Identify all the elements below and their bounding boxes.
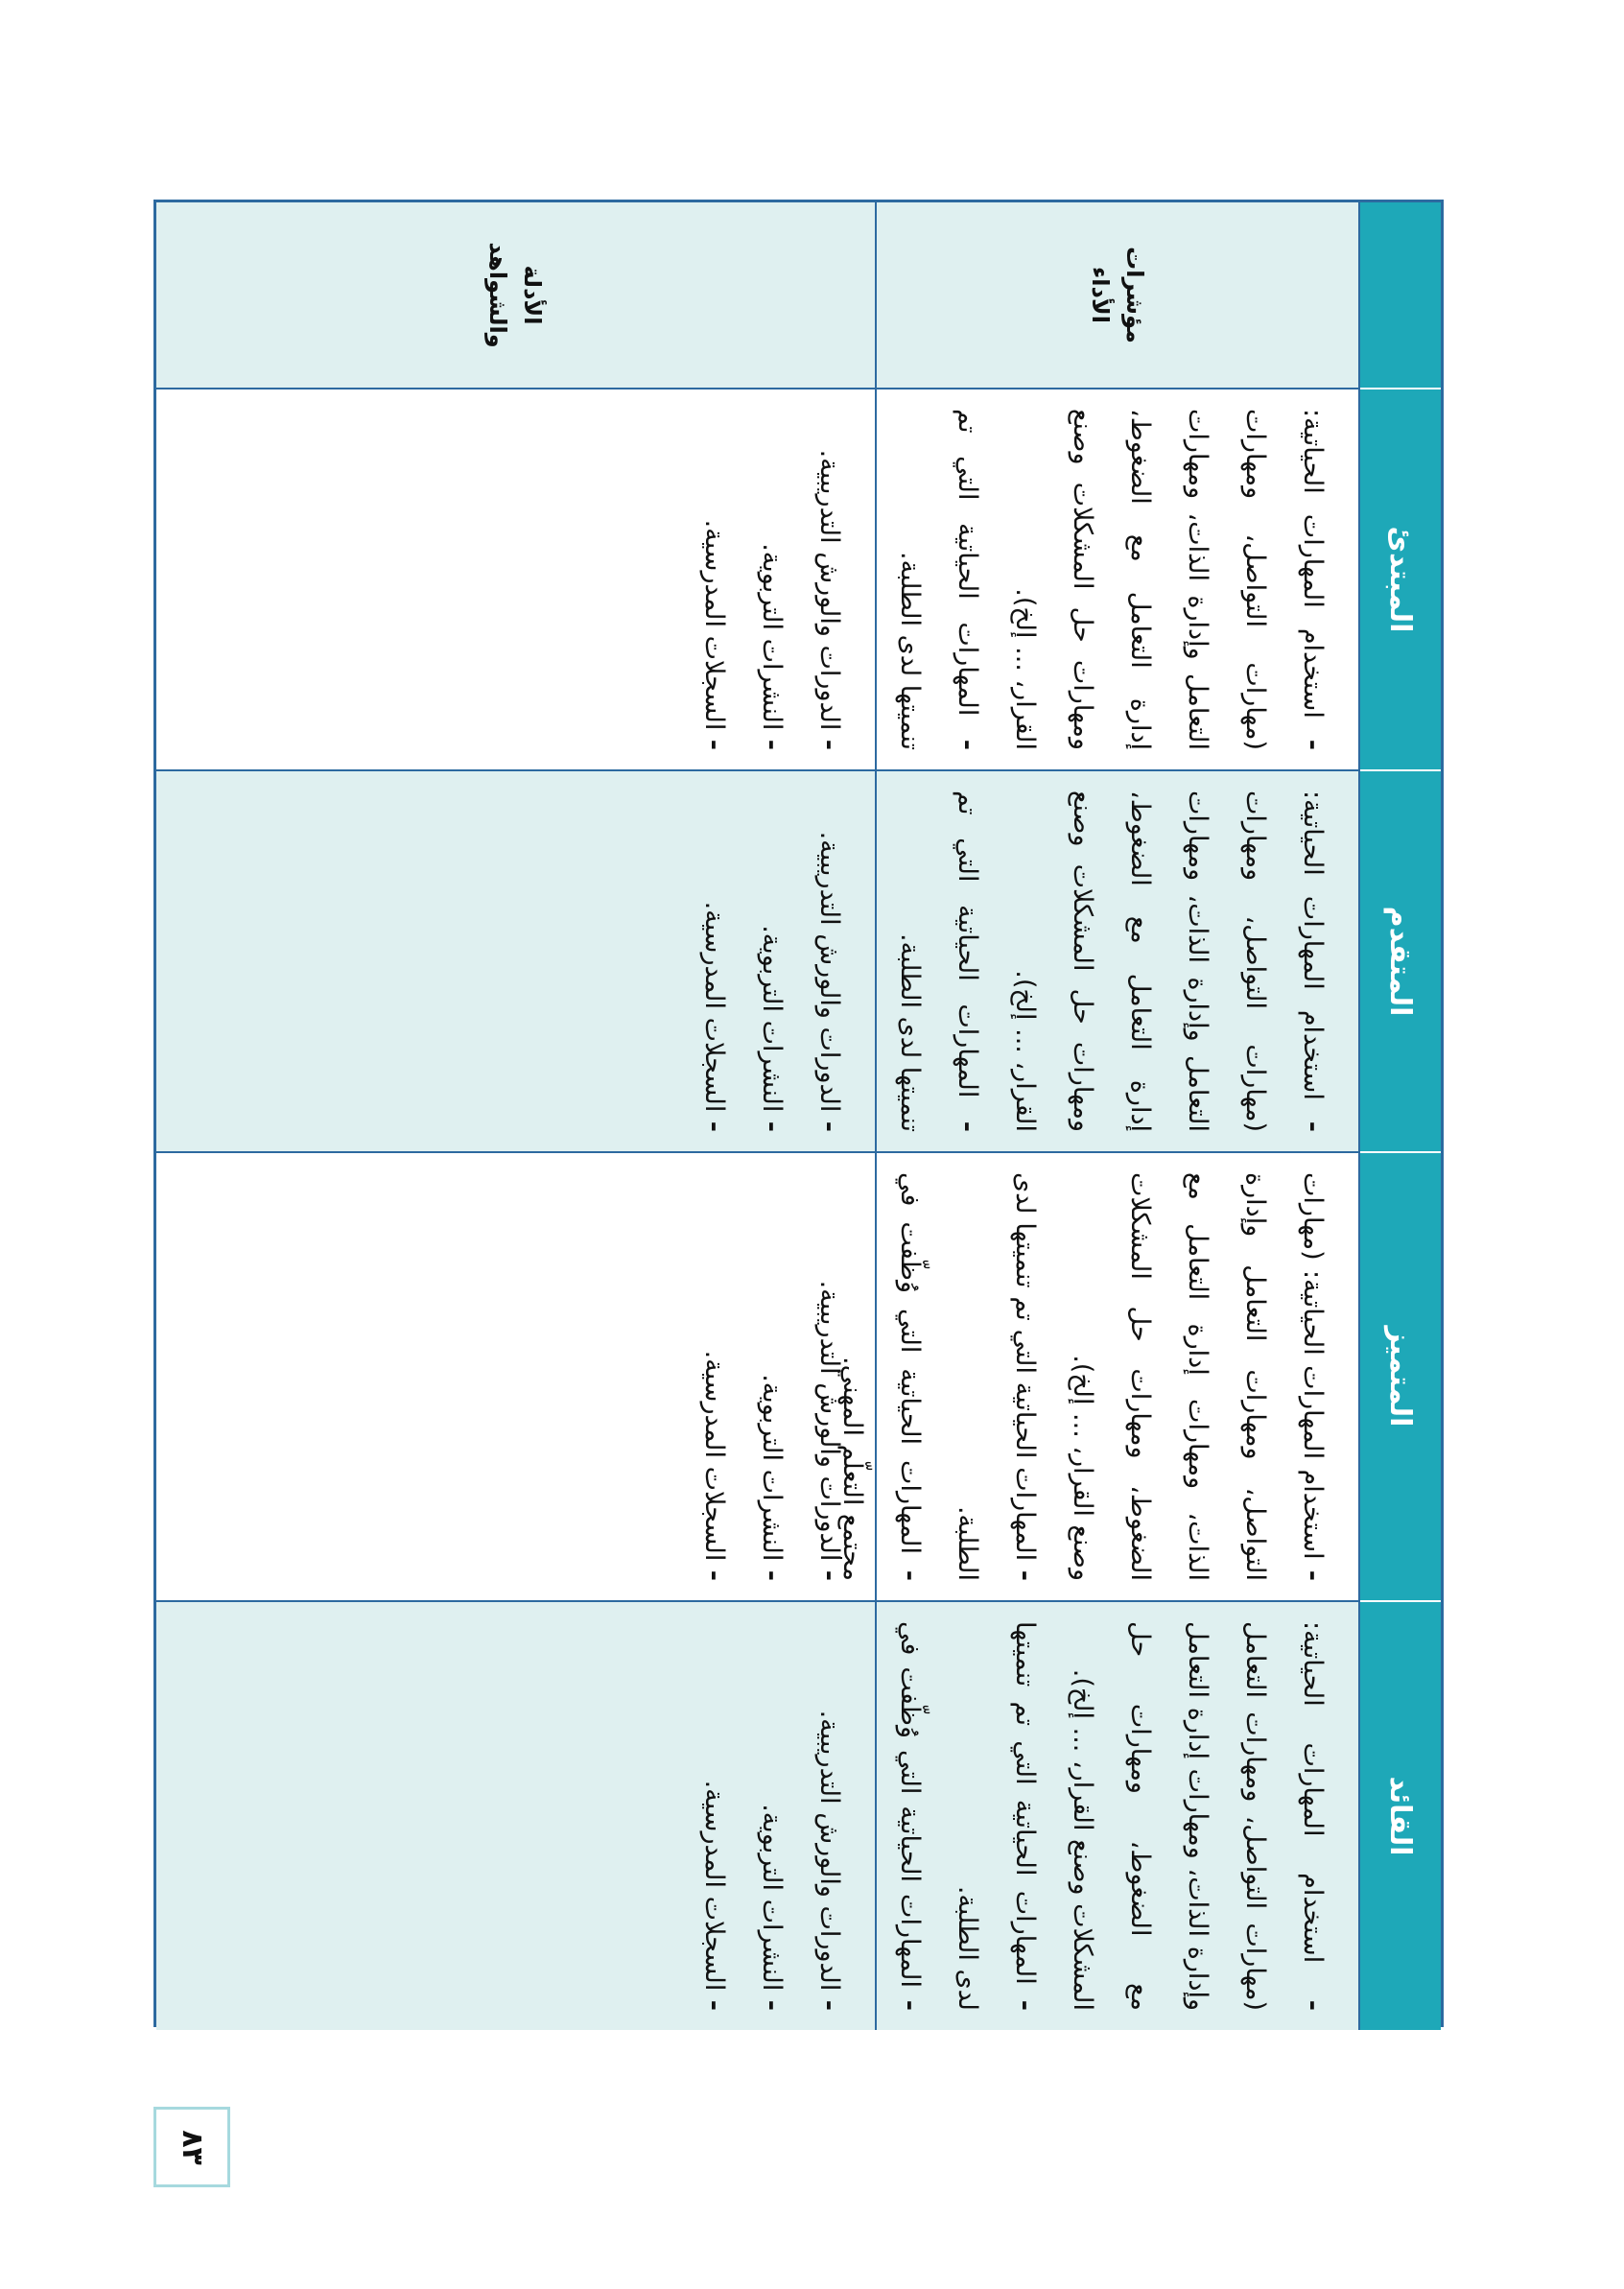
list-item: - السجلات المدرسية. (685, 1172, 742, 1581)
list-item: - السجلات المدرسية. (685, 1621, 742, 2011)
list-item: - النشرات التربوية. (742, 1172, 800, 1581)
list-item: - المهارات الحياتية التي تم تنميتها لدى الطلبة. (938, 1172, 1053, 1581)
list-item: - استخدام المهارات الحياتية: (مهارات التواصل، ومهارات التعامل وإدارة الذات، ومهارات إدارة التعامل مع الضغوط، ومهارات حل المشكلات وصنع القرار، ... إلخ). (1053, 1621, 1341, 2011)
rubric-table (153, 200, 1444, 2027)
row-label-text: الأدلة والشواهد (484, 242, 547, 348)
row-label-performance-indicators (877, 202, 1360, 388)
list-item: - الدورات والورش التدريبية. (800, 1172, 858, 1581)
list-item: - النشرات التربوية. (742, 409, 800, 750)
page-number: ٨٣ (175, 2129, 209, 2165)
list-item: - استخدام المهارات الحياتية: (مهارات التواصل، ومهارات التعامل وإدارة الذات، ومهارات إدارة التعامل مع الضغوط، ومهارات حل المشكلات وصنع القرار، ... إلخ). (996, 791, 1341, 1132)
list-item: - النشرات التربوية. (742, 791, 800, 1132)
list-item: - المهارات الحياتية التي تم تنميتها لدى الطلبة. (881, 409, 996, 750)
indicators-cell-distinguished (837, 1151, 1360, 1600)
list-item: - السجلات المدرسية. (685, 791, 742, 1132)
evidence-cell-advanced (156, 769, 877, 1151)
list-item: - المهارات الحياتية التي تم تنميتها لدى الطلبة. (881, 791, 996, 1132)
list-item: - المهارات الحياتية التي وُظّفت في (823, 1621, 938, 2011)
list-item: - النشرات التربوية. (742, 1621, 800, 2011)
evidence-cell-leader (156, 1600, 877, 2030)
indicators-cell-advanced (877, 769, 1360, 1151)
indicators-cell-beginner (877, 388, 1360, 769)
evidence-cell-beginner (156, 388, 877, 769)
indicators-cell-leader (877, 1600, 1360, 2030)
list-item: - استخدام المهارات الحياتية: (مهارات التواصل، ومهارات التعامل وإدارة الذات، ومهارات إدارة التعامل مع الضغوط، ومهارات حل المشكلات وصنع القرار، ... إلخ). (1053, 1172, 1341, 1581)
row-label-evidence (156, 202, 877, 388)
header-cell-advanced: المتقدم (1360, 769, 1441, 1151)
page-number-box (153, 2107, 230, 2187)
list-item: - الدورات والورش التدريبية. (800, 1621, 858, 2011)
list-item: - استخدام المهارات الحياتية: (مهارات التواصل، ومهارات التعامل وإدارة الذات، ومهارات إدارة التعامل مع الضغوط، ومهارات حل المشكلات وصنع القرار، ... إلخ). (996, 409, 1341, 750)
list-item: - الدورات والورش التدريبية. (800, 409, 858, 750)
list-item: - السجلات المدرسية. (685, 409, 742, 750)
header-cell-distinguished: المتميز (1360, 1151, 1441, 1600)
header-cell-leader: القائد (1360, 1600, 1441, 2030)
list-item: - المهارات الحياتية التي تم تنميتها لدى الطلبة. (938, 1621, 1053, 2011)
list-item: - الدورات والورش التدريبية. (800, 791, 858, 1132)
header-cell-corner (1360, 202, 1441, 388)
evidence-cell-distinguished (156, 1151, 877, 1600)
header-cell-beginner: المبتدئ (1360, 388, 1441, 769)
list-item: - المهارات الحياتية التي وُظّفت في مجتمع التعلّم المهني. (823, 1172, 938, 1581)
row-label-text: مؤشرات الأداء (1087, 247, 1148, 343)
